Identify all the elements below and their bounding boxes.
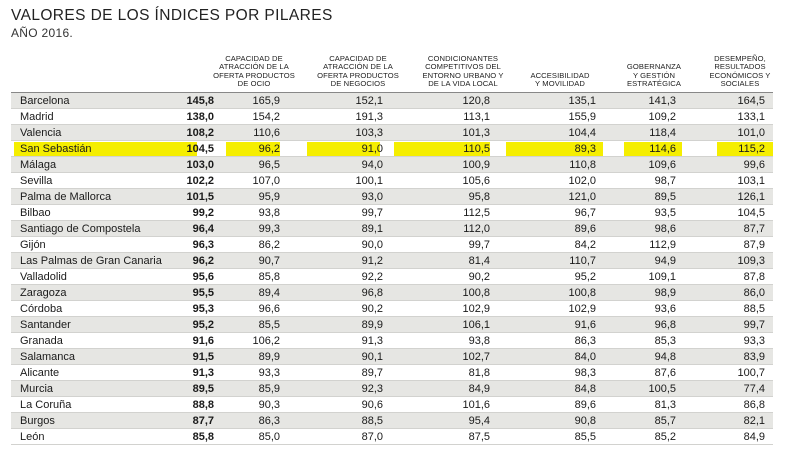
city-name: León bbox=[20, 431, 45, 443]
pillar-value: 91,6 bbox=[574, 319, 596, 331]
table-row bbox=[11, 413, 773, 429]
pillar-value: 89,3 bbox=[574, 143, 596, 155]
pillar-value: 99,7 bbox=[468, 239, 490, 251]
pillar-value: 96,8 bbox=[654, 319, 676, 331]
table-row bbox=[11, 381, 773, 397]
pillar-value: 99,7 bbox=[361, 207, 383, 219]
table-row bbox=[11, 429, 773, 445]
pillar-value: 103,3 bbox=[355, 127, 383, 139]
pillar-value: 115,2 bbox=[738, 143, 765, 155]
pillar-value: 96,6 bbox=[258, 303, 280, 315]
pillar-value: 135,1 bbox=[568, 95, 596, 107]
total-index: 95,3 bbox=[192, 303, 214, 315]
pillar-value: 110,5 bbox=[463, 143, 490, 155]
total-index: 95,5 bbox=[192, 287, 214, 299]
pillar-value: 90,8 bbox=[574, 415, 596, 427]
pillar-value: 89,4 bbox=[258, 287, 280, 299]
pillar-value: 141,3 bbox=[648, 95, 676, 107]
pillar-value: 101,0 bbox=[737, 127, 765, 139]
pillar-value: 110,8 bbox=[569, 159, 596, 171]
pillar-value: 99,7 bbox=[743, 319, 765, 331]
pillar-value: 102,9 bbox=[462, 303, 490, 315]
pillar-value: 94,8 bbox=[654, 351, 676, 363]
pillar-value: 165,9 bbox=[252, 95, 280, 107]
total-index: 138,0 bbox=[186, 111, 214, 123]
table-row bbox=[11, 237, 773, 253]
table-row bbox=[11, 109, 773, 125]
pillar-value: 94,0 bbox=[361, 159, 383, 171]
pillar-value: 96,5 bbox=[258, 159, 280, 171]
pillar-value: 109,3 bbox=[737, 255, 765, 267]
total-index: 96,2 bbox=[192, 255, 214, 267]
pillar-value: 105,6 bbox=[462, 175, 490, 187]
city-name: Sevilla bbox=[20, 175, 53, 187]
pillar-value: 152,1 bbox=[355, 95, 383, 107]
pillar-value: 100,8 bbox=[462, 287, 490, 299]
pillar-value: 93,0 bbox=[361, 191, 383, 203]
pillar-value: 87,8 bbox=[743, 271, 765, 283]
city-name: Zaragoza bbox=[20, 287, 67, 299]
table-row bbox=[11, 301, 773, 317]
pillar-value: 112,9 bbox=[649, 239, 676, 251]
pillar-value: 110,6 bbox=[253, 127, 280, 139]
pillar-value: 93,5 bbox=[654, 207, 676, 219]
city-name: La Coruña bbox=[20, 399, 72, 411]
table-row bbox=[11, 333, 773, 349]
total-index: 95,6 bbox=[192, 271, 214, 283]
table-row bbox=[11, 253, 773, 269]
table-row bbox=[11, 141, 773, 157]
pillar-value: 81,8 bbox=[468, 367, 490, 379]
table-row bbox=[11, 365, 773, 381]
total-index: 108,2 bbox=[186, 127, 214, 139]
pillar-value: 102,0 bbox=[568, 175, 596, 187]
total-index: 95,2 bbox=[192, 319, 214, 331]
pillar-value: 86,3 bbox=[258, 415, 280, 427]
pillar-value: 102,7 bbox=[462, 351, 490, 363]
pillar-value: 96,8 bbox=[361, 287, 383, 299]
pillar-value: 104,5 bbox=[737, 207, 765, 219]
city-name: Valencia bbox=[20, 127, 62, 139]
pillar-value: 103,1 bbox=[737, 175, 765, 187]
pillar-value: 77,4 bbox=[743, 383, 765, 395]
pillar-value: 85,5 bbox=[258, 319, 280, 331]
pillar-value: 87,7 bbox=[743, 223, 765, 235]
pillar-value: 110,7 bbox=[569, 255, 596, 267]
table-row bbox=[11, 397, 773, 413]
total-index: 91,6 bbox=[192, 335, 214, 347]
pillar-value: 98,7 bbox=[654, 175, 676, 187]
pillar-value: 107,0 bbox=[252, 175, 280, 187]
pillar-value: 98,6 bbox=[654, 223, 676, 235]
city-name: Barcelona bbox=[20, 95, 70, 107]
pillar-value: 95,9 bbox=[258, 191, 280, 203]
pillar-value: 104,4 bbox=[568, 127, 596, 139]
city-name: Palma de Mallorca bbox=[20, 191, 112, 203]
total-index: 103,0 bbox=[186, 159, 214, 171]
pillar-value: 96,7 bbox=[574, 207, 596, 219]
pillar-value: 90,1 bbox=[361, 351, 383, 363]
pillar-value: 91,0 bbox=[361, 143, 383, 155]
pillar-value: 86,0 bbox=[743, 287, 765, 299]
pillar-value: 93,6 bbox=[654, 303, 676, 315]
total-index: 102,2 bbox=[186, 175, 214, 187]
pillar-value: 84,0 bbox=[574, 351, 596, 363]
column-header-negocios: CAPACIDAD DE ATRACCIÓN DE LA OFERTA PRODUCTOS DE NEGOCIOS bbox=[317, 53, 399, 89]
pillar-value: 164,5 bbox=[737, 95, 765, 107]
index-table bbox=[11, 93, 773, 445]
pillar-value: 90,2 bbox=[361, 303, 383, 315]
column-header-gobernanza: GOBERNANZA Y GESTIÓN ESTRATÉGICA bbox=[626, 62, 682, 89]
city-name: Málaga bbox=[20, 159, 57, 171]
pillar-value: 87,0 bbox=[361, 431, 383, 443]
pillar-value: 87,6 bbox=[654, 367, 676, 379]
pillar-value: 93,8 bbox=[258, 207, 280, 219]
pillar-value: 85,8 bbox=[258, 271, 280, 283]
table-row bbox=[11, 125, 773, 141]
pillar-value: 89,6 bbox=[574, 223, 596, 235]
pillar-value: 86,2 bbox=[258, 239, 280, 251]
table-row bbox=[11, 269, 773, 285]
city-name: Gijón bbox=[20, 239, 46, 251]
city-name: Santiago de Compostela bbox=[20, 223, 141, 235]
pillar-value: 100,9 bbox=[462, 159, 490, 171]
pillar-value: 87,9 bbox=[743, 239, 765, 251]
city-name: San Sebastián bbox=[20, 143, 92, 155]
total-index: 89,5 bbox=[192, 383, 214, 395]
pillar-value: 106,1 bbox=[462, 319, 490, 331]
pillar-value: 89,7 bbox=[361, 367, 383, 379]
pillar-value: 81,3 bbox=[654, 399, 676, 411]
total-index: 85,8 bbox=[192, 431, 214, 443]
table-title: VALORES DE LOS ÍNDICES POR PILARES bbox=[11, 7, 333, 24]
table-row bbox=[11, 205, 773, 221]
pillar-value: 98,9 bbox=[654, 287, 676, 299]
pillar-value: 93,8 bbox=[468, 335, 490, 347]
pillar-value: 100,5 bbox=[648, 383, 676, 395]
pillar-value: 90,3 bbox=[258, 399, 280, 411]
city-name: Córdoba bbox=[20, 303, 63, 315]
total-index: 91,5 bbox=[192, 351, 214, 363]
pillar-value: 112,5 bbox=[463, 207, 490, 219]
pillar-value: 87,5 bbox=[468, 431, 490, 443]
table-row bbox=[11, 93, 773, 109]
pillar-value: 113,1 bbox=[463, 111, 490, 123]
pillar-value: 95,4 bbox=[468, 415, 490, 427]
pillar-value: 93,3 bbox=[743, 335, 765, 347]
column-header-ocio: CAPACIDAD DE ATRACCIÓN DE LA OFERTA PRODUCTOS DE OCIO bbox=[213, 53, 295, 89]
pillar-value: 109,1 bbox=[648, 271, 676, 283]
city-name: Granada bbox=[20, 335, 63, 347]
pillar-value: 82,1 bbox=[743, 415, 765, 427]
pillar-value: 121,0 bbox=[568, 191, 596, 203]
pillar-value: 95,2 bbox=[574, 271, 596, 283]
pillar-value: 114,6 bbox=[649, 143, 676, 155]
pillar-value: 88,5 bbox=[361, 415, 383, 427]
pillar-value: 83,9 bbox=[743, 351, 765, 363]
pillar-value: 90,6 bbox=[361, 399, 383, 411]
city-name: Madrid bbox=[20, 111, 54, 123]
table-row bbox=[11, 189, 773, 205]
total-index: 96,4 bbox=[192, 223, 214, 235]
total-index: 101,5 bbox=[186, 191, 214, 203]
pillar-value: 99,6 bbox=[743, 159, 765, 171]
pillar-value: 90,0 bbox=[361, 239, 383, 251]
pillar-value: 100,7 bbox=[737, 367, 765, 379]
pillar-value: 92,3 bbox=[361, 383, 383, 395]
table-row bbox=[11, 221, 773, 237]
pillar-value: 90,2 bbox=[468, 271, 490, 283]
city-name: Valladolid bbox=[20, 271, 67, 283]
pillar-value: 96,2 bbox=[258, 143, 280, 155]
pillar-value: 100,1 bbox=[355, 175, 383, 187]
pillar-value: 126,1 bbox=[737, 191, 765, 203]
table-row bbox=[11, 285, 773, 301]
pillar-value: 99,3 bbox=[258, 223, 280, 235]
pillar-value: 84,9 bbox=[468, 383, 490, 395]
pillar-value: 85,9 bbox=[258, 383, 280, 395]
city-name: Santander bbox=[20, 319, 71, 331]
pillar-value: 120,8 bbox=[462, 95, 490, 107]
column-headers bbox=[0, 46, 804, 92]
pillar-value: 106,2 bbox=[252, 335, 280, 347]
column-header-entorno: CONDICIONANTES COMPETITIVOS DEL ENTORNO URBANO Y DE LA VIDA LOCAL bbox=[422, 53, 504, 89]
pillar-value: 118,4 bbox=[649, 127, 676, 139]
pillar-value: 101,3 bbox=[462, 127, 490, 139]
total-index: 87,7 bbox=[192, 415, 214, 427]
pillar-value: 85,7 bbox=[654, 415, 676, 427]
pillar-value: 89,6 bbox=[574, 399, 596, 411]
pillar-value: 102,9 bbox=[568, 303, 596, 315]
pillar-value: 85,2 bbox=[654, 431, 676, 443]
pillar-value: 86,3 bbox=[574, 335, 596, 347]
pillar-value: 133,1 bbox=[737, 111, 765, 123]
column-header-desempeno: DESEMPEÑO, RESULTADOS ECONÓMICOS Y SOCIALES bbox=[709, 53, 771, 89]
pillar-value: 84,2 bbox=[574, 239, 596, 251]
pillar-value: 89,9 bbox=[361, 319, 383, 331]
total-index: 99,2 bbox=[192, 207, 214, 219]
pillar-value: 91,2 bbox=[361, 255, 383, 267]
pillar-value: 90,7 bbox=[258, 255, 280, 267]
total-index: 96,3 bbox=[192, 239, 214, 251]
city-name: Salamanca bbox=[20, 351, 76, 363]
city-name: Murcia bbox=[20, 383, 54, 395]
column-header-accesibilidad: ACCESIBILIDAD Y MOVILIDAD bbox=[530, 70, 590, 89]
pillar-value: 98,3 bbox=[574, 367, 596, 379]
pillar-value: 85,0 bbox=[258, 431, 280, 443]
city-name: Bilbao bbox=[20, 207, 51, 219]
table-row bbox=[11, 157, 773, 173]
pillar-value: 93,3 bbox=[258, 367, 280, 379]
pillar-value: 100,8 bbox=[568, 287, 596, 299]
pillar-value: 88,5 bbox=[743, 303, 765, 315]
pillar-value: 92,2 bbox=[361, 271, 383, 283]
total-index: 104,5 bbox=[186, 143, 214, 155]
pillar-value: 109,6 bbox=[648, 159, 676, 171]
pillar-value: 84,8 bbox=[574, 383, 596, 395]
pillar-value: 91,3 bbox=[361, 335, 383, 347]
table-subtitle: AÑO 2016. bbox=[11, 26, 74, 40]
pillar-value: 85,5 bbox=[574, 431, 596, 443]
total-index: 91,3 bbox=[192, 367, 214, 379]
pillar-value: 81,4 bbox=[468, 255, 490, 267]
pillar-value: 85,3 bbox=[654, 335, 676, 347]
pillar-value: 89,5 bbox=[654, 191, 676, 203]
pillar-value: 154,2 bbox=[252, 111, 280, 123]
city-name: Alicante bbox=[20, 367, 60, 379]
pillar-value: 191,3 bbox=[355, 111, 383, 123]
total-index: 145,8 bbox=[186, 95, 214, 107]
row-divider bbox=[11, 444, 773, 445]
pillar-value: 101,6 bbox=[462, 399, 490, 411]
table-row bbox=[11, 173, 773, 189]
pillar-value: 89,9 bbox=[258, 351, 280, 363]
pillar-value: 89,1 bbox=[361, 223, 383, 235]
pillar-value: 109,2 bbox=[648, 111, 676, 123]
total-index: 88,8 bbox=[192, 399, 214, 411]
pillar-value: 86,8 bbox=[743, 399, 765, 411]
pillar-value: 112,0 bbox=[463, 223, 490, 235]
table-row bbox=[11, 349, 773, 365]
city-name: Burgos bbox=[20, 415, 55, 427]
pillar-value: 95,8 bbox=[468, 191, 490, 203]
pillar-value: 84,9 bbox=[743, 431, 765, 443]
city-name: Las Palmas de Gran Canaria bbox=[20, 255, 162, 267]
table-row bbox=[11, 317, 773, 333]
pillar-value: 155,9 bbox=[568, 111, 596, 123]
pillar-value: 94,9 bbox=[654, 255, 676, 267]
